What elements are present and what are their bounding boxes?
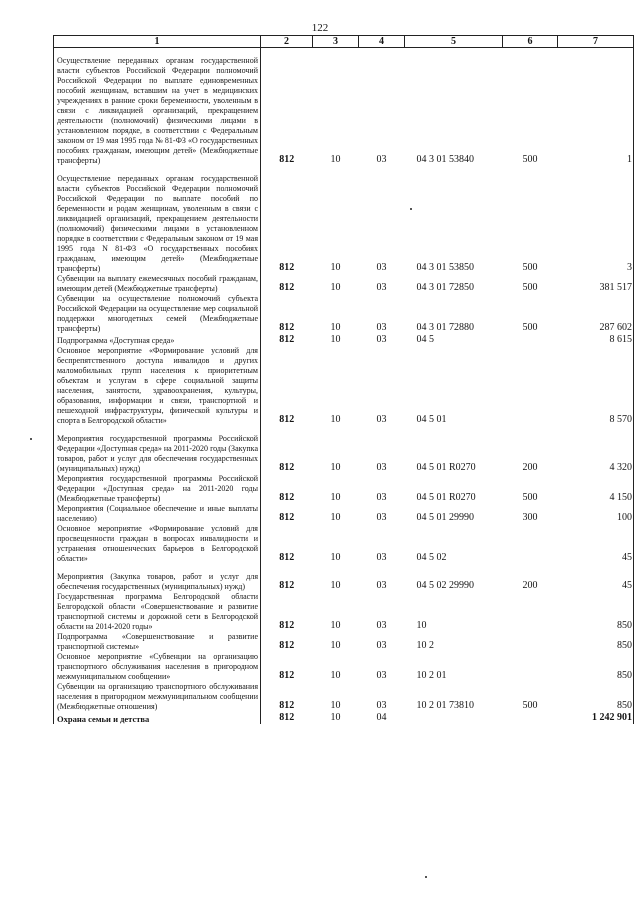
row-section-code: 10 xyxy=(330,154,341,165)
table-row xyxy=(54,174,634,274)
row-subsection-code: 03 xyxy=(376,262,387,273)
row-expense-type: 200 xyxy=(522,580,538,591)
row-target-code: 10 2 01 73810 xyxy=(416,700,474,711)
row-expense-type: 500 xyxy=(522,154,538,165)
row-target-code: 04 3 01 72880 xyxy=(416,322,474,333)
table-row xyxy=(54,524,634,564)
row-description: Мероприятия (Социальное обеспечение и иные выплаты населению) xyxy=(54,504,261,524)
row-description: Государственная программа Белгородской области Белгородской области «Совершенствование и развитие транспортной системы и дорожной сети в Белгородской области на 2014-2020 годы» xyxy=(54,592,261,632)
spacer-row xyxy=(54,564,634,572)
row-amount: 381 517 xyxy=(558,274,634,294)
row-description: Осуществление переданных органам государственной власти субъектов Российской Федерации полномочий Российской Федерации по выплате пособий по беременности и родам женщинам, уволенным в связи с ликвидацией организаций, прекращением деятельности (полномочий) физическими лицами в установленном порядке в соответствии с Федеральным законом от 19 мая 1995 года N 81-ФЗ «О государственных пособиях гражданам, имеющим детей» (Межбюджетные трансферты) xyxy=(54,174,261,274)
row-description: Подпрограмма «Доступная среда» xyxy=(54,334,261,346)
row-target-code: 04 5 01 R0270 xyxy=(416,492,476,503)
table-row xyxy=(54,346,634,426)
row-amount: 4 320 xyxy=(558,434,634,474)
row-amount: 850 xyxy=(558,652,634,682)
row-subsection-code: 03 xyxy=(376,620,387,631)
row-ministry-code: 812 xyxy=(279,322,295,333)
row-target-code: 04 3 01 53840 xyxy=(416,154,474,165)
row-description: Основное мероприятие «Субвенции на организацию транспортного обслуживания населения в пригородном межмуниципальном сообщении» xyxy=(54,652,261,682)
row-expense-type xyxy=(503,712,558,724)
spacer-row xyxy=(54,166,634,174)
row-ministry-code: 812 xyxy=(279,620,295,631)
row-ministry-code: 812 xyxy=(279,700,295,711)
header-row xyxy=(54,36,634,48)
row-target-code: 04 5 xyxy=(416,334,434,345)
row-expense-type xyxy=(503,632,558,652)
row-section-code: 10 xyxy=(330,322,341,333)
row-subsection-code: 03 xyxy=(376,580,387,591)
row-amount: 850 xyxy=(558,632,634,652)
row-expense-type xyxy=(503,592,558,632)
table-row xyxy=(54,434,634,474)
row-description: Субвенции на осуществление полномочий субъекта Российской Федерации на осуществление мер социальной поддержки многодетных семей (Межбюджетные трансферты) xyxy=(54,294,261,334)
column-header: 1 xyxy=(54,36,261,48)
row-expense-type: 500 xyxy=(522,322,538,333)
row-subsection-code: 03 xyxy=(376,552,387,563)
row-expense-type: 500 xyxy=(522,700,538,711)
row-section-code: 10 xyxy=(330,712,341,723)
row-subsection-code: 03 xyxy=(376,334,387,345)
column-header: 7 xyxy=(558,36,634,48)
table-row xyxy=(54,632,634,652)
column-header: 5 xyxy=(405,36,503,48)
row-description: Мероприятия государственной программы Российской Федерации «Доступная среда» на 2011-2020 годы (Закупка товаров, работ и услуг для обеспечения государственных (муниципальных) нужд) xyxy=(54,434,261,474)
spacer-row xyxy=(54,426,634,434)
row-section-code: 10 xyxy=(330,462,341,473)
row-expense-type xyxy=(503,334,558,346)
row-subsection-code: 03 xyxy=(376,512,387,523)
row-target-code: 04 5 02 xyxy=(416,552,447,563)
row-subsection-code: 03 xyxy=(376,414,387,425)
row-subsection-code: 03 xyxy=(376,700,387,711)
row-subsection-code: 03 xyxy=(376,670,387,681)
row-description: Основное мероприятие «Формирование условий для беспрепятственного доступа инвалидов и других маломобильных групп населения к приоритетным объектам и услугам в сфере социальной защиты населения, занятости, здравоохранения, культуры, образования, информации и связи, транспортной и пешеходной инфраструктуры, физической культуры и спорта в Белгородской области» xyxy=(54,346,261,426)
row-section-code: 10 xyxy=(330,282,341,293)
row-section-code: 10 xyxy=(330,552,341,563)
row-target-code xyxy=(405,712,503,724)
row-amount: 45 xyxy=(558,524,634,564)
row-expense-type: 200 xyxy=(522,462,538,473)
budget-table-sheet xyxy=(53,35,633,724)
row-expense-type: 500 xyxy=(522,492,538,503)
table-row-total xyxy=(54,712,634,724)
row-amount: 3 xyxy=(558,174,634,274)
scan-speck xyxy=(30,438,32,440)
row-section-code: 10 xyxy=(330,492,341,503)
row-description: Мероприятия государственной программы Российской Федерации «Доступная среда» на 2011-2020 годы (Межбюджетные трансферты) xyxy=(54,474,261,504)
row-subsection-code: 03 xyxy=(376,462,387,473)
row-target-code: 04 5 02 29990 xyxy=(416,580,474,591)
row-ministry-code: 812 xyxy=(279,414,295,425)
table-row xyxy=(54,652,634,682)
row-expense-type xyxy=(503,652,558,682)
row-target-code: 04 3 01 72850 xyxy=(416,282,474,293)
row-ministry-code: 812 xyxy=(279,580,295,591)
table-row xyxy=(54,294,634,334)
row-description: Субвенции на организацию транспортного обслуживания населения в пригородном межмуниципальном сообщении (Межбюджетные отношения) xyxy=(54,682,261,712)
row-section-code: 10 xyxy=(330,262,341,273)
row-ministry-code: 812 xyxy=(279,512,295,523)
scan-speck xyxy=(425,876,427,878)
row-ministry-code: 812 xyxy=(279,154,295,165)
row-ministry-code: 812 xyxy=(279,282,295,293)
row-expense-type: 500 xyxy=(522,282,538,293)
row-description: Осуществление переданных органам государственной власти субъектов Российской Федерации полномочий Российской Федерации по выплате единовременных пособий женщинам, вставшим на учет в медицинских учреждениях в ранние сроки беременности, уволенным в связи с ликвидацией организаций, прекращением деятельности (полномочий) физическими лицами в установленном порядке, в соответствии с Федеральным законом от 19 мая 1995 года № 81-ФЗ «О государственных пособиях гражданам, имеющим детей» (Межбюджетные трансферты) xyxy=(54,56,261,166)
column-header: 6 xyxy=(503,36,558,48)
row-target-code: 04 5 01 xyxy=(416,414,447,425)
row-amount: 45 xyxy=(558,572,634,592)
table-row xyxy=(54,572,634,592)
page-number: 122 xyxy=(311,22,329,34)
row-section-code: 10 xyxy=(330,670,341,681)
row-section-code: 10 xyxy=(330,414,341,425)
row-subsection-code: 03 xyxy=(376,492,387,503)
row-amount: 1 242 901 xyxy=(558,712,634,724)
row-expense-type xyxy=(503,346,558,426)
row-amount: 850 xyxy=(558,592,634,632)
row-amount: 287 602 xyxy=(558,294,634,334)
table-row xyxy=(54,56,634,166)
row-target-code: 04 5 01 29990 xyxy=(416,512,474,523)
table-row xyxy=(54,504,634,524)
column-header: 2 xyxy=(261,36,313,48)
row-ministry-code: 812 xyxy=(279,670,295,681)
row-description: Субвенции на выплату ежемесячных пособий гражданам, имеющим детей (Межбюджетные трансферты) xyxy=(54,274,261,294)
row-description: Основное мероприятие «Формирование условий для просвещенности граждан в вопросах инвалидности и устранения отношенческих барьеров в Белгородской области» xyxy=(54,524,261,564)
row-description: Охрана семьи и детства xyxy=(54,712,261,724)
table-row xyxy=(54,334,634,346)
row-ministry-code: 812 xyxy=(279,462,295,473)
row-expense-type: 300 xyxy=(522,512,538,523)
table-row xyxy=(54,592,634,632)
row-section-code: 10 xyxy=(330,334,341,345)
row-target-code: 04 5 01 R0270 xyxy=(416,462,476,473)
budget-table xyxy=(53,35,634,724)
row-target-code: 10 2 01 xyxy=(416,670,447,681)
row-target-code: 04 3 01 53850 xyxy=(416,262,474,273)
row-subsection-code: 03 xyxy=(376,282,387,293)
row-amount: 8 615 xyxy=(558,334,634,346)
row-ministry-code: 812 xyxy=(279,334,295,345)
row-subsection-code: 04 xyxy=(376,712,387,723)
row-ministry-code: 812 xyxy=(279,712,295,723)
row-section-code: 10 xyxy=(330,620,341,631)
row-subsection-code: 03 xyxy=(376,640,387,651)
table-row xyxy=(54,474,634,504)
row-ministry-code: 812 xyxy=(279,552,295,563)
table-row xyxy=(54,682,634,712)
row-section-code: 10 xyxy=(330,512,341,523)
row-section-code: 10 xyxy=(330,640,341,651)
row-ministry-code: 812 xyxy=(279,262,295,273)
row-section-code: 10 xyxy=(330,700,341,711)
row-ministry-code: 812 xyxy=(279,492,295,503)
row-subsection-code: 03 xyxy=(376,154,387,165)
row-expense-type xyxy=(503,524,558,564)
column-header: 3 xyxy=(313,36,359,48)
row-target-code: 10 2 xyxy=(416,640,434,651)
row-ministry-code: 812 xyxy=(279,640,295,651)
row-section-code: 10 xyxy=(330,580,341,591)
spacer-row xyxy=(54,48,634,57)
row-expense-type: 500 xyxy=(522,262,538,273)
row-amount: 850 xyxy=(558,682,634,712)
row-amount: 4 150 xyxy=(558,474,634,504)
column-header: 4 xyxy=(359,36,405,48)
row-target-code: 10 xyxy=(416,620,427,631)
row-amount: 8 570 xyxy=(558,346,634,426)
row-amount: 100 xyxy=(558,504,634,524)
row-subsection-code: 03 xyxy=(376,322,387,333)
scan-speck xyxy=(410,208,412,210)
row-amount: 1 xyxy=(558,56,634,166)
row-description: Подпрограмма «Совершенствование и развитие транспортной системы» xyxy=(54,632,261,652)
table-row xyxy=(54,274,634,294)
row-description: Мероприятия (Закупка товаров, работ и услуг для обеспечения государственных (муниципальных) нужд) xyxy=(54,572,261,592)
